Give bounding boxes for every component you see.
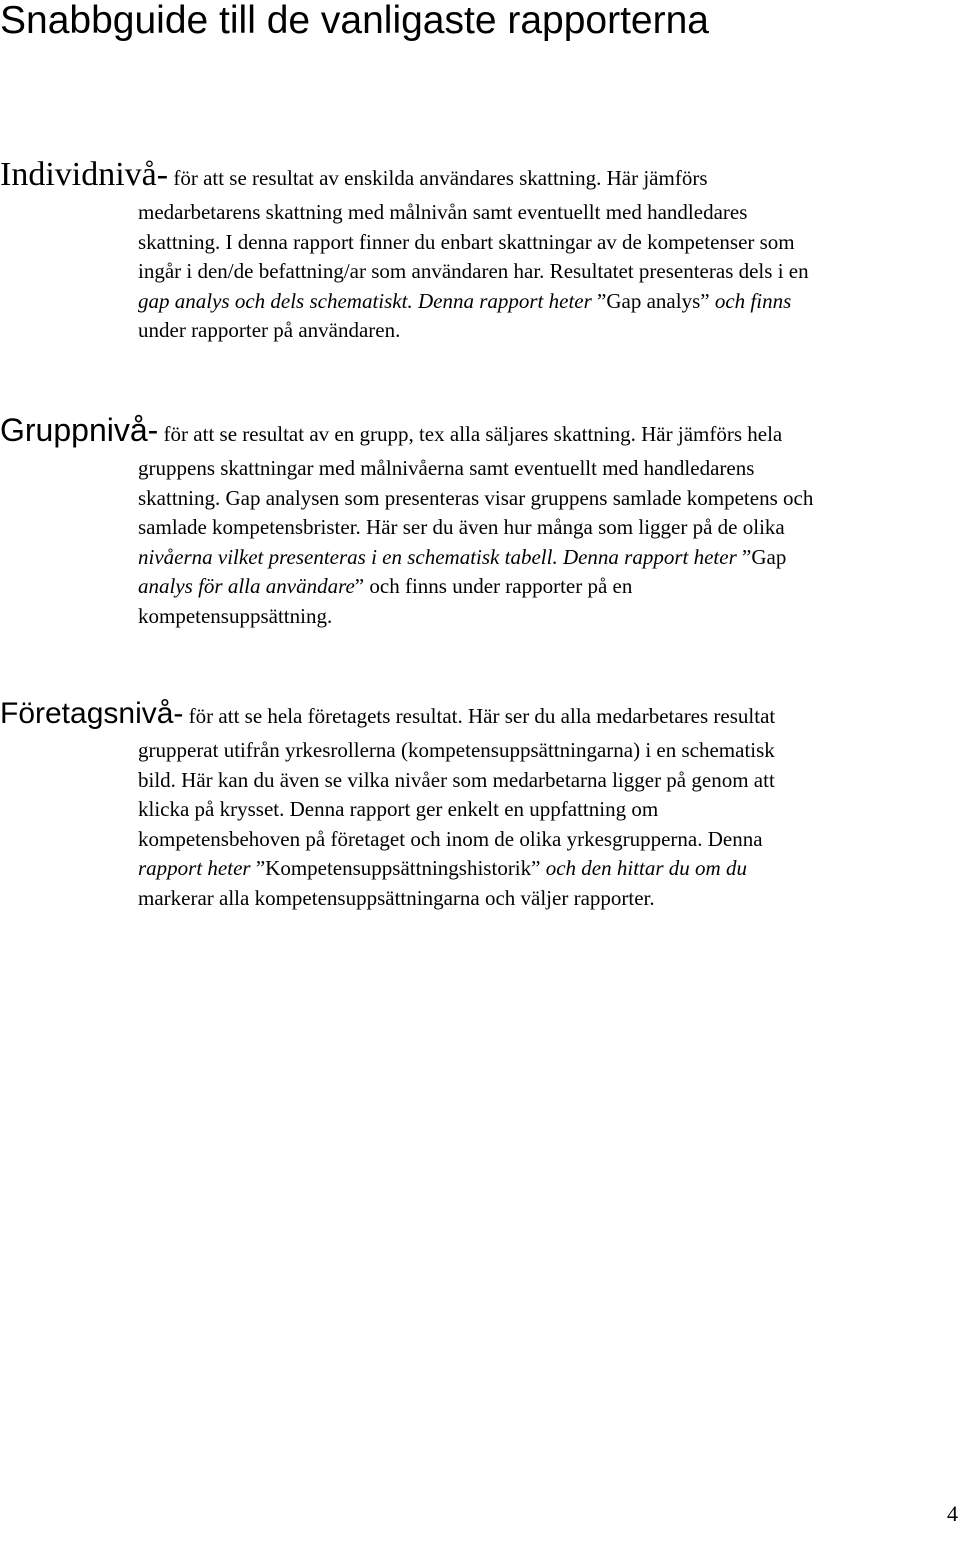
text-line: skattning. Gap analysen som presenteras visar gruppens samlade kompetens och <box>138 485 814 510</box>
section-individual-level <box>0 158 960 346</box>
text-line: medarbetarens skattning med målnivån samt eventuellt med handledares <box>138 200 748 224</box>
section-body <box>138 454 960 631</box>
text-line: samlade kompetensbrister. Här ser du även hur många som ligger på de olika <box>138 515 785 539</box>
section-intro-text: för att se hela företagets resultat. Här ser du alla medarbetares resultat <box>183 704 776 728</box>
section-intro-text: för att se resultat av en grupp, tex alla säljares skattning. Här jämförs hela <box>158 422 783 446</box>
section-heading: Gruppnivå- <box>0 412 159 448</box>
text-line: ingår i den/de befattning/ar som användaren har. Resultatet presenteras dels i en <box>138 259 809 283</box>
section-body <box>138 736 960 913</box>
text-line: under rapporter på användaren. <box>138 318 401 342</box>
page-number: 4 <box>947 1501 958 1526</box>
section-first-line <box>0 413 960 454</box>
section-group-level <box>0 413 960 631</box>
text-line: analys för alla användare” och finns under rapporter på en <box>138 574 633 598</box>
section-body <box>138 198 960 346</box>
section-first-line <box>0 158 960 198</box>
text-line: skattning. I denna rapport finner du enbart skattningar av de kompetenser som <box>138 229 795 254</box>
page-title: Snabbguide till de vanligaste rapporterna <box>0 0 709 42</box>
text-line: grupperat utifrån yrkesrollerna (kompetensuppsättningarna) i en schematisk <box>138 738 775 762</box>
text-line: gruppens skattningar med målnivåerna samt eventuellt med handledarens <box>138 456 755 480</box>
section-company-level <box>0 697 960 913</box>
text-line: kompetensuppsättning. <box>138 603 333 628</box>
section-first-line <box>0 697 960 736</box>
section-intro-text: för att se resultat av enskilda användares skattning. Här jämförs <box>168 166 708 190</box>
text-line: rapport heter ”Kompetensuppsättningshistorik” och den hittar du om du <box>138 856 747 880</box>
text-line: markerar alla kompetensuppsättningarna och väljer rapporter. <box>138 885 655 910</box>
text-line: klicka på krysset. Denna rapport ger enkelt en uppfattning om <box>138 797 659 821</box>
text-line: kompetensbehoven på företaget och inom de olika yrkesgrupperna. Denna <box>138 826 763 851</box>
text-line: gap analys och dels schematiskt. Denna rapport heter ”Gap analys” och finns <box>138 288 792 313</box>
section-heading: Företagsnivå- <box>0 697 184 730</box>
text-line: bild. Här kan du även se vilka nivåer som medarbetarna ligger på genom att <box>138 767 775 792</box>
text-line: nivåerna vilket presenteras i en schematisk tabell. Denna rapport heter ”Gap <box>138 544 787 569</box>
section-heading: Individnivå- <box>0 156 169 193</box>
